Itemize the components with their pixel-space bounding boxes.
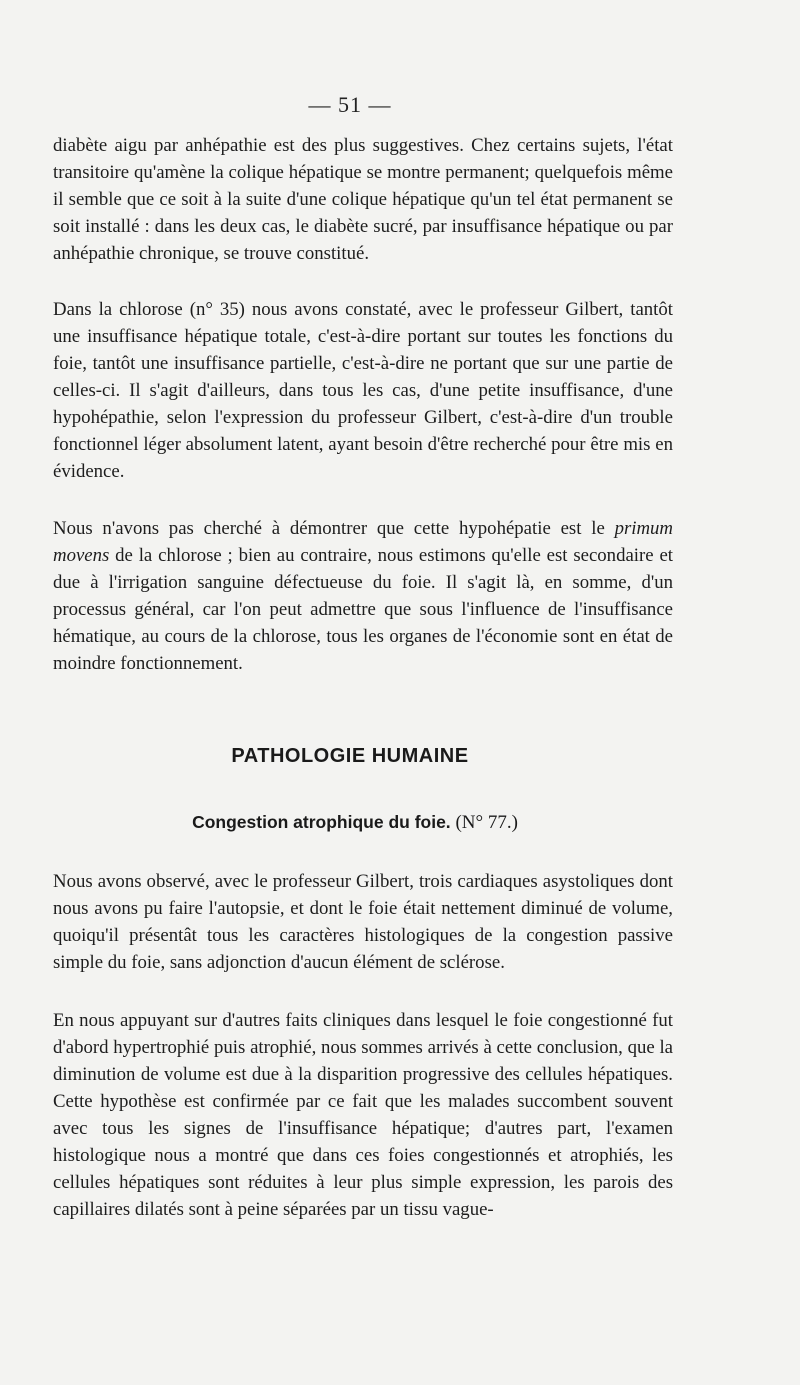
paragraph-conclusion [53, 1007, 673, 1223]
text-run: Nous n'avons pas cherché à démontrer que cette hypohépatie est le [53, 518, 615, 539]
page-number: — 51 — [308, 92, 392, 117]
italic-term: primum movens [53, 518, 673, 566]
section-heading: PATHOLOGIE HUMAINE [231, 745, 469, 767]
sub-heading-ref: (N° 77.) [450, 812, 518, 833]
paragraph-diabete [53, 132, 673, 267]
text-run: de la chlorose ; bien au contraire, nous estimons qu'elle est secondaire et due à l'irrigation sanguine défectueuse du foie. Il s'agit là, en somme, d'un processus général, car l'on peut admettre que sous l'influence de l'insuffisance hématique, au cours de la chlorose, tous les organes de l'économie sont en état de moindre fonctionnement. [53, 545, 673, 674]
paragraph-text: En nous appuyant sur d'autres faits cliniques dans lesquel le foie congestionné fut d'abord hypertrophié puis atrophié, nous sommes arrivés à cette conclusion, que la diminution de volume est due à la disparition progressive des cellules hépatiques. Cette hypothèse est confirmée par ce fait que les malades succombent souvent avec tous les signes de l'insuffisance hépatique; d'autres part, l'examen histologique nous a montré que dans ces foies congestionnés et atrophiés, les cellules hépatiques sont réduites à leur plus simple expression, les parois des capillaires dilatés sont à peine séparées par un tissu vague- [53, 1010, 673, 1220]
paragraph-chlorose [53, 296, 673, 485]
paragraph-text [53, 515, 673, 677]
paragraph-text: diabète aigu par anhépathie est des plus suggestives. Chez certains sujets, l'état transitoire qu'amène la colique hépatique se montre permanent; quelquefois même il semble que ce soit à la suite d'une colique hépatique qu'un tel état permanent se soit installé : dans les deux cas, le diabète sucré, par insuffisance hépatique ou par anhépathie chronique, se trouve constitué. [53, 135, 673, 264]
sub-heading-title: Congestion atrophique du foie. [192, 812, 451, 832]
paragraph-observation [53, 868, 673, 976]
paragraph-text: Dans la chlorose (n° 35) nous avons constaté, avec le professeur Gilbert, tantôt une insuffisance hépatique totale, c'est-à-dire portant sur toutes les fonctions du foie, tantôt une insuffisance partielle, c'est-à-dire ne portant que sur une partie de celles-ci. Il s'agit d'ailleurs, dans tous les cas, d'une petite insuffisance, d'une hypohépathie, selon l'expression du professeur Gilbert, c'est-à-dire d'un trouble fonctionnel léger absolument latent, ayant besoin d'être recherché pour être mis en évidence. [53, 299, 673, 482]
sub-heading [0, 812, 710, 834]
paragraph-text: Nous avons observé, avec le professeur Gilbert, trois cardiaques asystoliques dont nous avons pu faire l'autopsie, et dont le foie était nettement diminué de volume, quoiqu'il présentât tous les caractères histologiques de la congestion passive simple du foie, sans adjonction d'aucun élément de sclérose. [53, 871, 673, 973]
paragraph-hypohepatie [53, 515, 673, 677]
